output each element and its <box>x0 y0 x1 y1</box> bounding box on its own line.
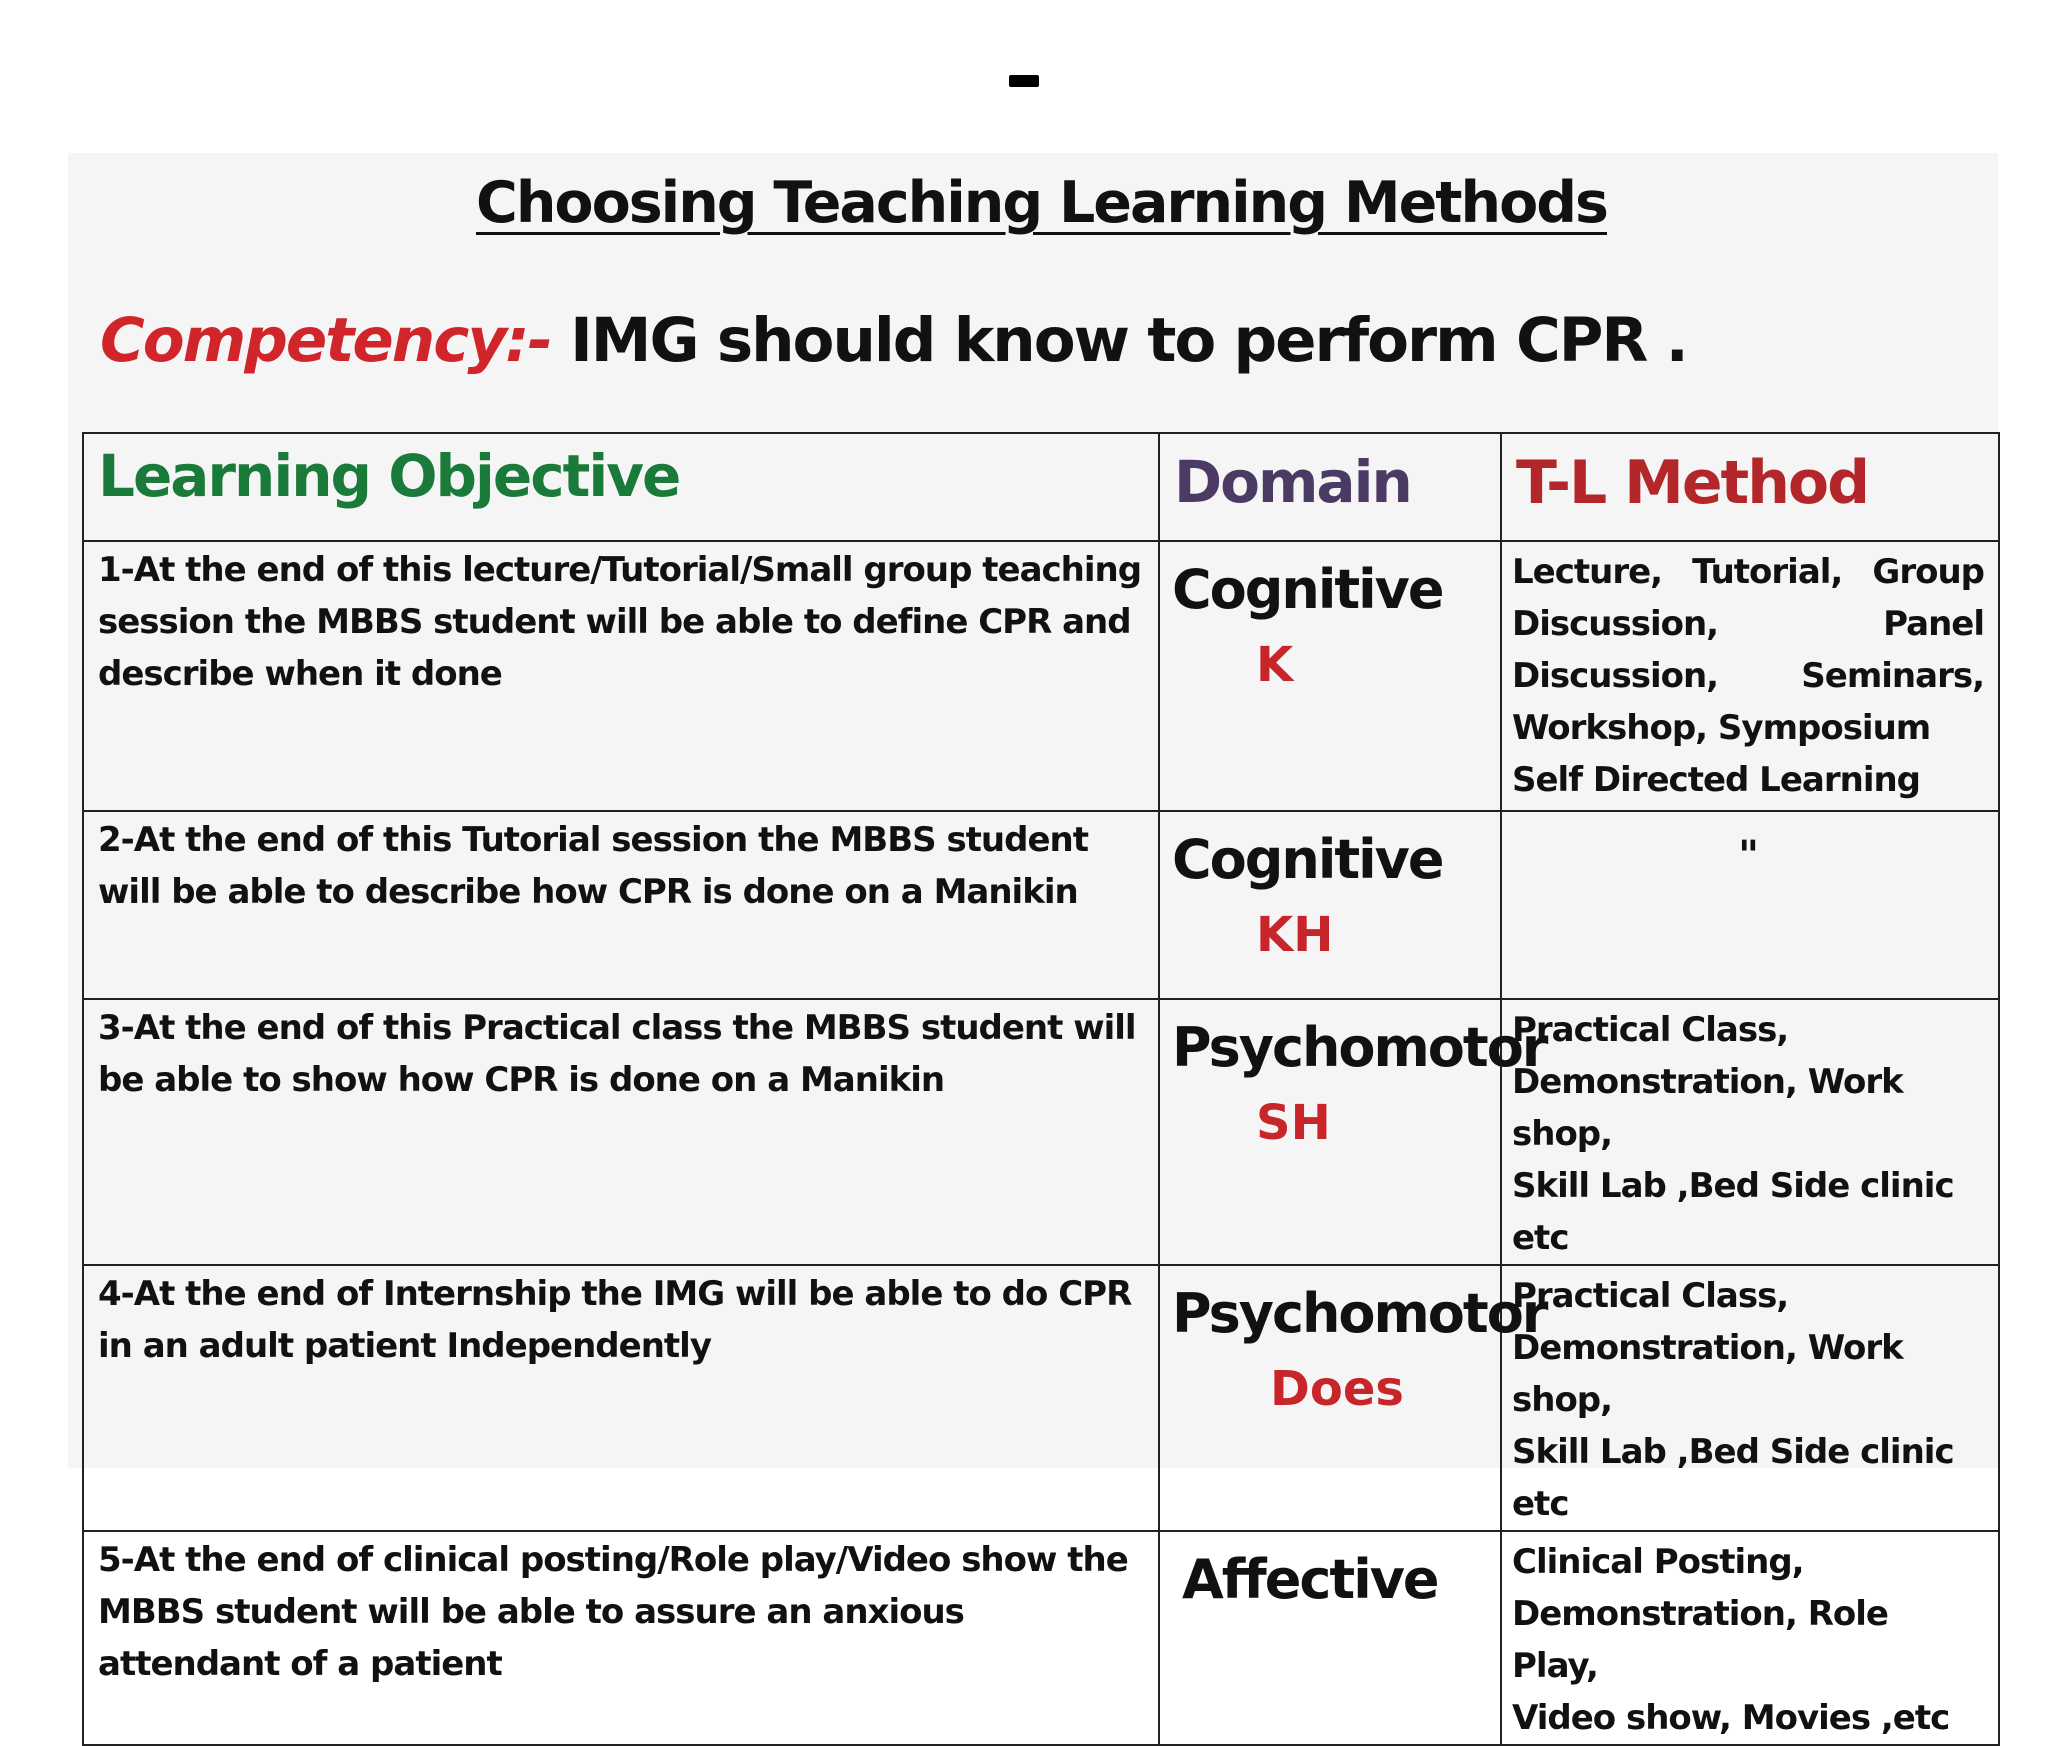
header-dash <box>1009 75 1039 87</box>
method-line: Lecture, Tutorial, Group Discussion, Panel Discussion, Seminars, Workshop, Symposium <box>1512 552 1984 748</box>
domain-cell <box>1159 1531 1501 1745</box>
method-line: Skill Lab ,Bed Side clinic etc <box>1512 1432 1954 1524</box>
objective-cell: 5-At the end of clinical posting/Role play/Video show the MBBS student will be able to assure an anxious attendant of a patient <box>83 1531 1159 1745</box>
method-line: Video show, Movies ,etc <box>1512 1698 1950 1738</box>
method-cell <box>1501 1265 1999 1531</box>
ditto-mark: " <box>1738 833 1758 879</box>
method-line: Practical Class, <box>1512 1276 1789 1316</box>
domain-name: Affective <box>1182 1548 1438 1611</box>
objective-cell: 3-At the end of this Practical class the MBBS student will be able to show how CPR is done on a Manikin <box>83 999 1159 1265</box>
competency-text: IMG should know to perform CPR . <box>550 305 1687 376</box>
method-cell <box>1501 541 1999 811</box>
objective-cell: 2-At the end of this Tutorial session the MBBS student will be able to describe how CPR is done on a Manikin <box>83 811 1159 999</box>
method-line: Clinical Posting, <box>1512 1542 1804 1582</box>
domain-name: Cognitive <box>1172 828 1443 891</box>
method-line: Self Directed Learning <box>1512 760 1921 800</box>
table-row <box>83 541 1999 811</box>
header-domain: Domain <box>1159 433 1501 541</box>
method-cell <box>1501 1531 1999 1745</box>
domain-cell <box>1159 1265 1547 1531</box>
domain-cell <box>1159 811 1501 999</box>
method-line: Demonstration, Role Play, <box>1512 1594 1888 1686</box>
table-row <box>83 1531 1999 1745</box>
domain-level: SH <box>1256 1095 1331 1151</box>
competency-line <box>100 305 1687 376</box>
objective-cell: 4-At the end of Internship the IMG will be able to do CPR in an adult patient Independently <box>83 1265 1159 1531</box>
domain-name: Cognitive <box>1172 558 1443 621</box>
page-title: Choosing Teaching Learning Methods <box>476 170 1607 236</box>
header-learning-objective: Learning Objective <box>83 433 1159 541</box>
domain-name: Psychomotor <box>1172 1016 1547 1079</box>
table-row <box>83 1265 1999 1531</box>
method-line: Skill Lab ,Bed Side clinic etc <box>1512 1166 1954 1258</box>
method-line: Demonstration, Work shop, <box>1512 1328 1903 1420</box>
domain-level: Does <box>1270 1361 1404 1417</box>
header-tl-method: T-L Method <box>1501 433 1999 541</box>
method-cell <box>1501 811 1999 999</box>
objective-cell: 1-At the end of this lecture/Tutorial/Small group teaching session the MBBS student will be able to define CPR and describe when it done <box>83 541 1159 811</box>
method-line: Demonstration, Work shop, <box>1512 1062 1903 1154</box>
competency-label: Competency:- <box>100 305 551 376</box>
table-header-row <box>83 433 1999 541</box>
method-cell <box>1501 999 1999 1265</box>
table-row <box>83 999 1999 1265</box>
domain-level: K <box>1256 637 1294 693</box>
table-row <box>83 811 1999 999</box>
methods-table <box>82 432 2000 1746</box>
domain-cell <box>1159 541 1501 811</box>
domain-cell <box>1159 999 1547 1265</box>
domain-level: KH <box>1256 907 1334 963</box>
domain-name: Psychomotor <box>1172 1282 1547 1345</box>
method-line: Practical Class, <box>1512 1010 1789 1050</box>
